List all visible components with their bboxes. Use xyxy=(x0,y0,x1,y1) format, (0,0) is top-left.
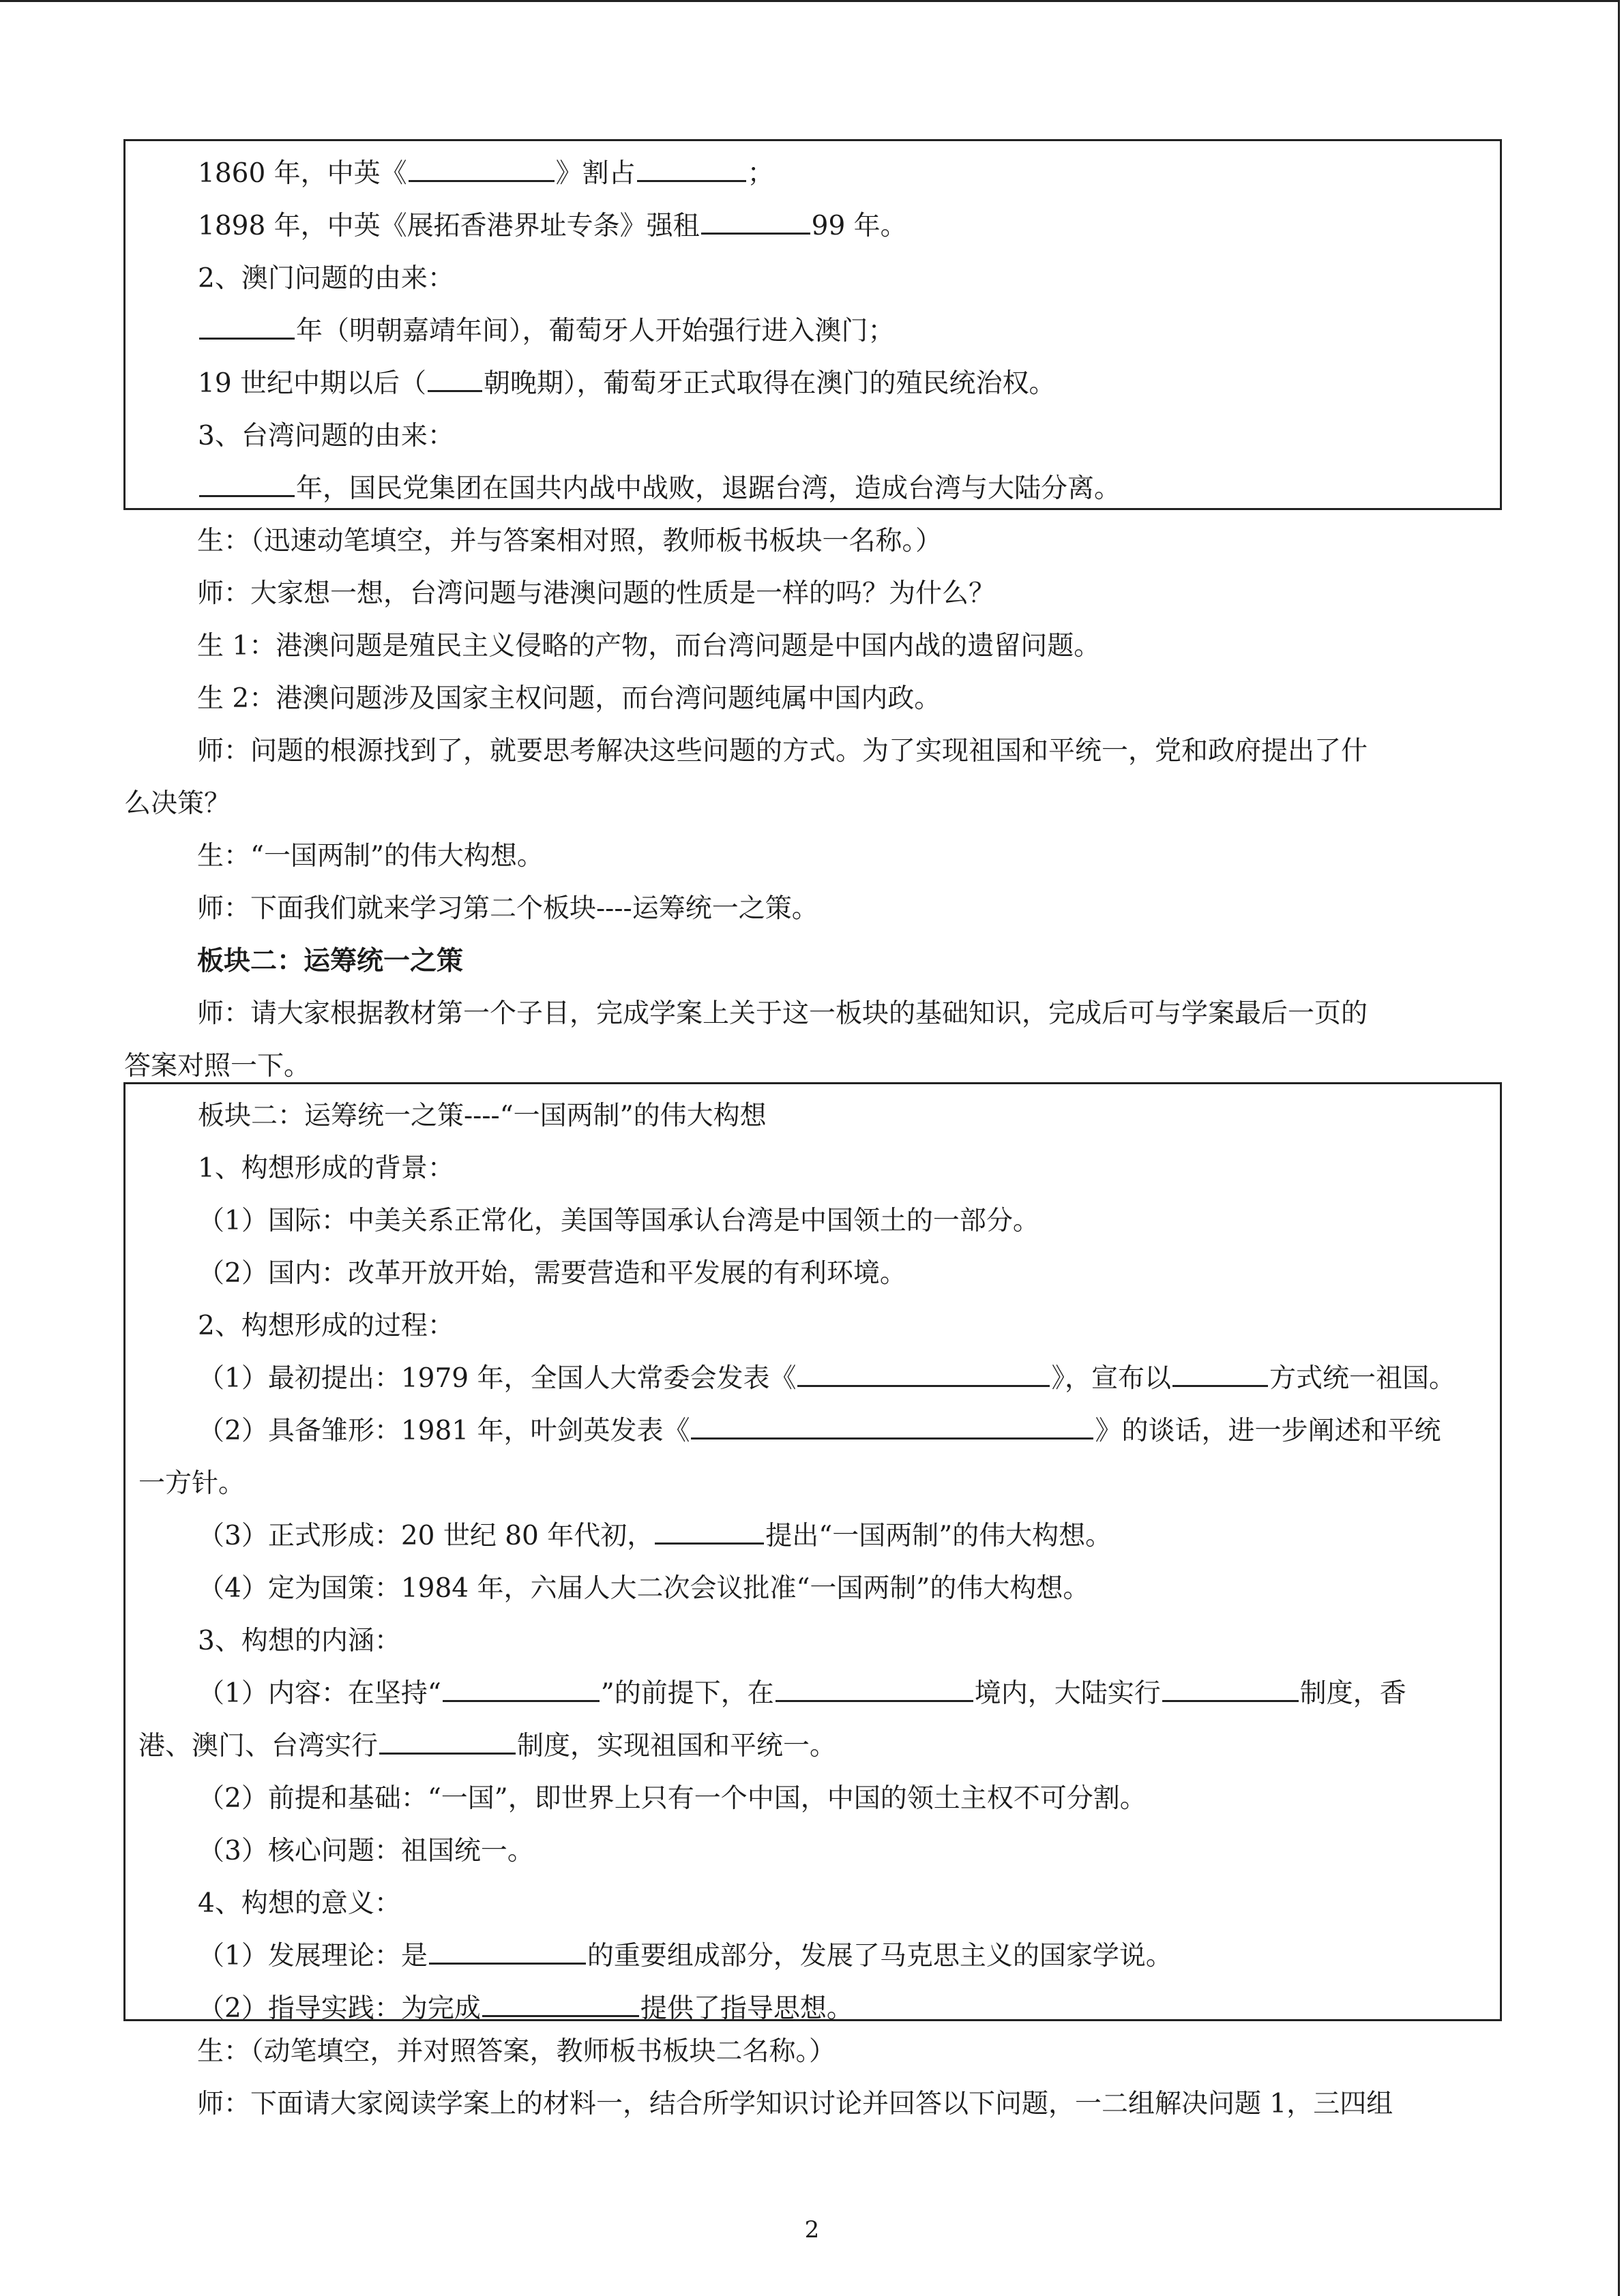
dialogue-line: 师：问题的根源找到了，就要思考解决这些问题的方式。为了实现祖国和平统一，党和政府提出了什 xyxy=(197,736,1368,766)
blank[interactable] xyxy=(776,1675,973,1702)
blank[interactable] xyxy=(1172,1360,1268,1387)
blank[interactable] xyxy=(655,1518,764,1545)
dialogue-line: 生 2：港澳问题涉及国家主权问题，而台湾问题纯属中国内政。 xyxy=(197,683,941,714)
box2-sig-2: （2）指导实践：为完成 提供了指导思想。 xyxy=(198,1982,853,2035)
box1-line-5: 19 世纪中期以后（ 朝晚期），葡萄牙正式取得在澳门的殖民统治权。 xyxy=(198,357,1056,410)
blank[interactable] xyxy=(701,208,810,235)
dialogue-line: 师：下面请大家阅读学案上的材料一，结合所学知识讨论并回答以下问题，一二组解决问题 1，三四组 xyxy=(197,2089,1393,2119)
blank[interactable] xyxy=(482,1991,639,2017)
box1-line-4: 年（明朝嘉靖年间），葡萄牙人开始强行进入澳门； xyxy=(198,305,895,357)
box2-con-1: （1）内容：在坚持“ ”的前提下，在 境内，大陆实行 制度，香 xyxy=(198,1667,1406,1720)
box2-bg-title: 1、构想形成的背景： xyxy=(198,1153,454,1184)
blank[interactable] xyxy=(428,366,482,392)
dialogue-line: 师：下面我们就来学习第二个板块----运筹统一之策。 xyxy=(197,893,818,924)
box1-line-7: 年，国民党集团在国共内战中战败，退踞台湾，造成台湾与大陆分离。 xyxy=(198,462,1121,515)
box1-line-2: 1898 年，中英《展拓香港界址专条》强租 99 年。 xyxy=(198,200,907,252)
dialogue-line: 生：（迅速动笔填空，并与答案相对照，教师板书板块一名称。） xyxy=(197,526,943,556)
blank[interactable] xyxy=(199,313,295,340)
box2-proc-3: （3）正式形成：20 世纪 80 年代初， 提出“一国两制”的伟大构想。 xyxy=(198,1510,1112,1562)
box2-proc-2-cont: 一方针。 xyxy=(138,1468,246,1499)
box1-line-6: 3、台湾问题的由来： xyxy=(198,421,454,451)
box2-sig-title: 4、构想的意义： xyxy=(198,1888,401,1919)
box2-proc-4: （4）定为国策：1984 年，六届人大二次会议批准“一国两制”的伟大构想。 xyxy=(198,1573,1090,1604)
dialogue-line: 生：（动笔填空，并对照答案，教师板书板块二名称。） xyxy=(197,2036,836,2067)
page-number: 2 xyxy=(804,2216,820,2243)
blank[interactable] xyxy=(199,471,295,497)
box2-con-3: （3）核心问题：祖国统一。 xyxy=(198,1836,534,1866)
blank[interactable] xyxy=(1162,1675,1299,1702)
box2-proc-1: （1）最初提出：1979 年，全国人大常委会发表《 》，宣布以 方式统一祖国。 xyxy=(198,1352,1456,1405)
dialogue-line: 师：请大家根据教材第一个子目，完成学案上关于这一板块的基础知识，完成后可与学案最后一页的 xyxy=(197,998,1368,1029)
box1-line-1: 1860 年，中英《 》割占 ； xyxy=(198,147,774,200)
box2-bg-2: （2）国内：改革开放开始，需要营造和平发展的有利环境。 xyxy=(198,1258,906,1289)
box1-line-3: 2、澳门问题的由来： xyxy=(198,263,454,294)
box2-con-title: 3、构想的内涵： xyxy=(198,1626,401,1656)
dialogue-line: 生 1：港澳问题是殖民主义侵略的产物，而台湾问题是中国内战的遗留问题。 xyxy=(197,631,1101,661)
dialogue-line: 答案对照一下。 xyxy=(124,1051,311,1082)
dialogue-line: 么决策？ xyxy=(124,788,231,819)
blank[interactable] xyxy=(637,155,746,182)
blank[interactable] xyxy=(797,1360,1050,1387)
dialogue-line: 生：“一国两制”的伟大构想。 xyxy=(197,841,544,871)
box2-proc-title: 2、构想形成的过程： xyxy=(198,1311,454,1341)
blank[interactable] xyxy=(379,1728,516,1755)
box2-sig-1: （1）发展理论：是 的重要组成部分，发展了马克思主义的国家学说。 xyxy=(198,1930,1172,1982)
box2-title: 板块二：运筹统一之策----“一国两制”的伟大构想 xyxy=(198,1101,767,1131)
box2-con-2: （2）前提和基础：“一国”，即世界上只有一个中国，中国的领土主权不可分割。 xyxy=(198,1783,1147,1814)
blank[interactable] xyxy=(443,1675,600,1702)
dialogue-line: 师：大家想一想，台湾问题与港澳问题的性质是一样的吗？为什么？ xyxy=(197,578,996,609)
box2-con-1-cont: 港、澳门、台湾实行 制度，实现祖国和平统一。 xyxy=(138,1720,836,1772)
blank[interactable] xyxy=(429,1938,586,1965)
box2-proc-2: （2）具备雏形：1981 年，叶剑英发表《 》的谈话，进一步阐述和平统 xyxy=(198,1405,1441,1457)
blank[interactable] xyxy=(409,155,555,182)
section-heading: 板块二：运筹统一之策 xyxy=(197,945,464,976)
box2-bg-1: （1）国际：中美关系正常化，美国等国承认台湾是中国领土的一部分。 xyxy=(198,1206,1039,1236)
blank[interactable] xyxy=(691,1413,1093,1440)
